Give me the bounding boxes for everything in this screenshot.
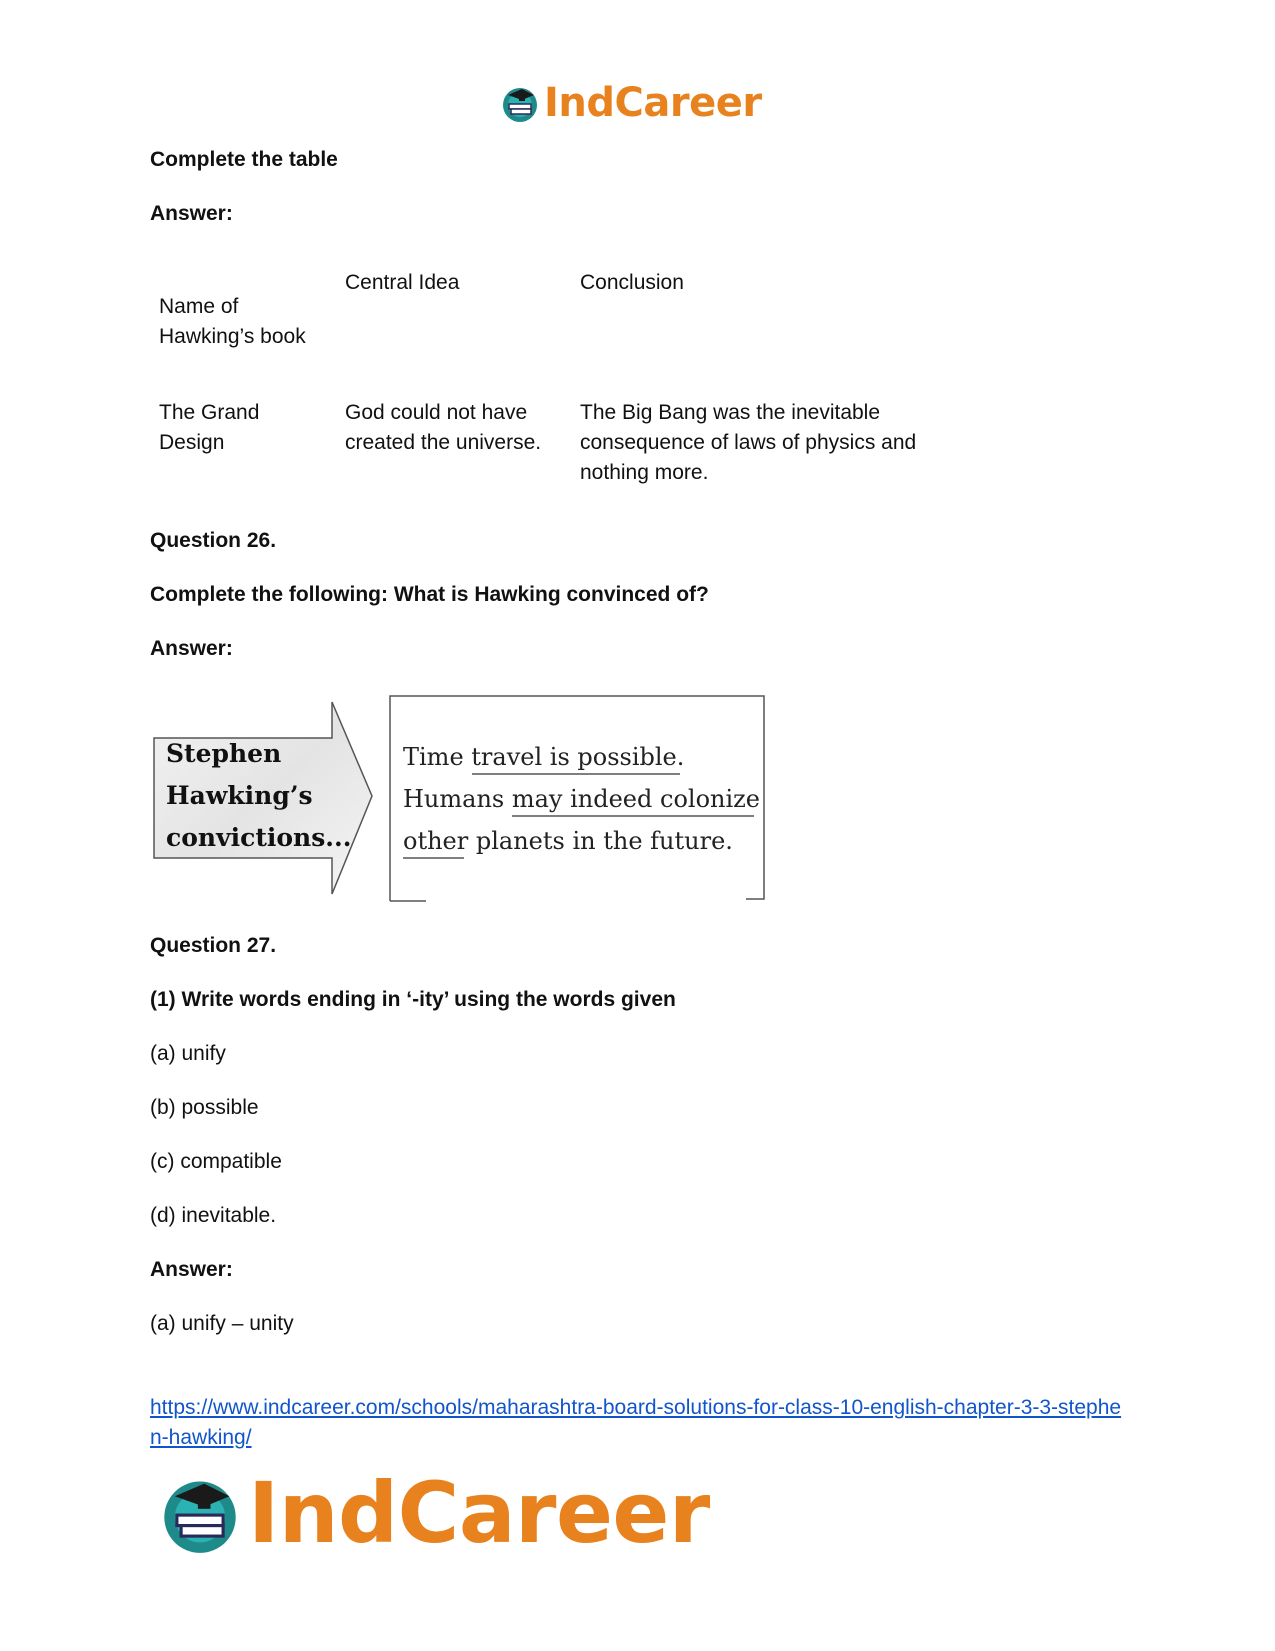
arrow-label-line-3: convictions... bbox=[166, 823, 352, 852]
question-27-heading: Question 27. bbox=[150, 934, 277, 957]
question-27-text: (1) Write words ending in ‘-ity’ using the words given bbox=[150, 988, 676, 1011]
answer-label: Answer: bbox=[150, 637, 233, 660]
answer-line-2: Humans may indeed colonize bbox=[403, 785, 760, 813]
option-c: (c) compatible bbox=[150, 1150, 282, 1173]
table-header-book: Name of Hawking’s book bbox=[159, 295, 306, 348]
question-26-text: Complete the following: What is Hawking convinced of? bbox=[150, 583, 709, 606]
option-b: (b) possible bbox=[150, 1096, 259, 1119]
arrow-label-line-1: Stephen bbox=[166, 739, 282, 768]
question-26-heading: Question 26. bbox=[150, 529, 277, 552]
table-header-idea: Central Idea bbox=[345, 271, 460, 294]
graduation-book-icon bbox=[500, 83, 540, 123]
answer-label: Answer: bbox=[150, 1258, 233, 1281]
footer-logo bbox=[158, 1465, 710, 1561]
table-cell-idea: God could not have created the universe. bbox=[345, 401, 542, 454]
convictions-diagram bbox=[150, 694, 776, 908]
complete-table-heading: Complete the table bbox=[150, 148, 338, 171]
header-logo bbox=[500, 78, 762, 128]
table-header-conclusion: Conclusion bbox=[580, 271, 684, 294]
table-cell-conclusion: The Big Bang was the inevitable consequence of laws of physics and nothing more. bbox=[580, 401, 917, 484]
table-cell-book: The Grand Design bbox=[159, 401, 260, 454]
logo-text: IndCareer bbox=[544, 80, 762, 126]
source-link[interactable]: https://www.indcareer.com/schools/maharashtra-board-solutions-for-class-10-english-chapter-3-3-stephen-hawking/ bbox=[150, 1396, 1122, 1449]
answer-a: (a) unify – unity bbox=[150, 1312, 294, 1335]
option-a: (a) unify bbox=[150, 1042, 226, 1065]
answer-line-3: other planets in the future. bbox=[403, 827, 733, 855]
graduation-book-icon bbox=[158, 1471, 242, 1555]
arrow-label-line-2: Hawking’s bbox=[166, 781, 313, 810]
option-d: (d) inevitable. bbox=[150, 1204, 277, 1227]
answer-label: Answer: bbox=[150, 202, 233, 225]
answer-line-1: Time travel is possible. bbox=[403, 743, 685, 771]
logo-text: IndCareer bbox=[248, 1464, 710, 1562]
